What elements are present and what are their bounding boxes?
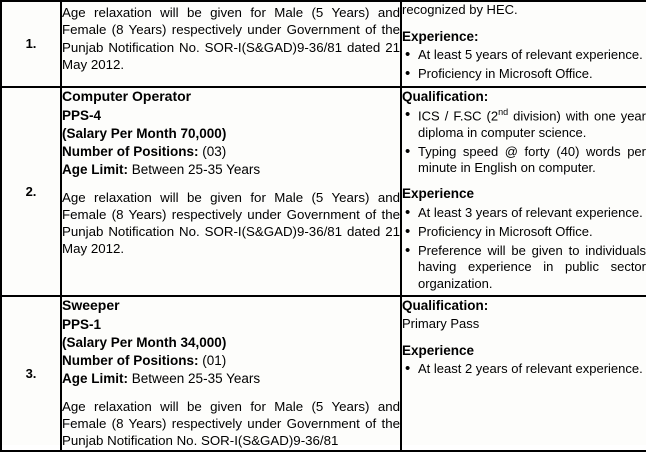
table-row xyxy=(1,296,646,451)
post-age-limit xyxy=(62,370,400,387)
row-qualification xyxy=(401,296,646,451)
positions-label: Number of Positions: xyxy=(62,144,199,160)
row-post-details xyxy=(61,87,401,296)
age-limit-value: Between 25-35 Years xyxy=(131,162,261,178)
table-row xyxy=(1,87,646,296)
row-post-details xyxy=(61,1,401,87)
age-limit-label: Age Limit: xyxy=(62,162,128,178)
post-pay-scale: PPS-4 xyxy=(62,107,102,123)
age-relaxation-text: Age relaxation will be given for Male (5 Years) and Female (8 Years) respectively under Government of the Punjab Notification No. SOR-I(S&GAD)9-36/81 dated 21 May 2012. xyxy=(62,189,400,257)
row-qualification xyxy=(401,87,646,296)
row-serial-number: 3. xyxy=(1,296,61,451)
row-serial-number: 1. xyxy=(1,1,61,87)
positions-value: (01) xyxy=(202,353,227,369)
positions-label: Number of Positions: xyxy=(62,353,199,369)
post-positions xyxy=(62,352,400,369)
list-item: • At least 2 years of relevant experience. xyxy=(418,361,646,377)
age-relaxation-text: Age relaxation will be given for Male (5 Years) and Female (8 Years) respectively under Government of the Punjab Notification No. SOR-I(S&GAD)9-36/81 xyxy=(62,398,400,449)
post-salary: (Salary Per Month 70,000) xyxy=(62,125,227,141)
experience-heading: Experience xyxy=(402,186,475,202)
experience-list xyxy=(402,47,646,83)
list-item: • Typing speed @ forty (40) words per minute in English on computer. xyxy=(418,144,646,177)
table-row xyxy=(1,1,646,87)
age-limit-label: Age Limit: xyxy=(62,371,128,387)
age-relaxation-text: Age relaxation will be given for Male (5 Years) and Female (8 Years) respectively under Government of the Punjab Notification No. SOR-I(S&GAD)9-36/81 dated 21 May 2012. xyxy=(62,5,400,72)
experience-list xyxy=(402,361,646,377)
age-limit-value: Between 25-35 Years xyxy=(131,371,261,387)
experience-heading: Experience: xyxy=(402,28,479,44)
post-positions xyxy=(62,143,400,160)
post-age-limit xyxy=(62,161,400,178)
list-item: • At least 5 years of relevant experience. xyxy=(418,47,646,63)
positions-value: (03) xyxy=(202,144,227,160)
list-item: • ICS / F.SC (2nd division) with one year diploma in computer science. xyxy=(418,107,646,141)
post-title: Sweeper xyxy=(62,296,120,313)
row-serial-number: 2. xyxy=(1,87,61,296)
qualification-list xyxy=(402,107,646,176)
row-post-details xyxy=(61,296,401,451)
row-qualification xyxy=(401,1,646,87)
list-item: • At least 3 years of relevant experience. xyxy=(418,205,646,221)
list-item: • Preference will be given to individuals having experience in public sector organization. xyxy=(418,243,646,292)
list-item: • Proficiency in Microsoft Office. xyxy=(418,66,646,82)
post-pay-scale: PPS-1 xyxy=(62,316,102,332)
qualification-heading: Qualification: xyxy=(402,88,489,104)
list-item: • Proficiency in Microsoft Office. xyxy=(418,224,646,240)
post-salary: (Salary Per Month 34,000) xyxy=(62,334,227,350)
post-title: Computer Operator xyxy=(62,87,192,104)
qualification-heading: Qualification: xyxy=(402,297,489,313)
qualification-partial-text: recognized by HEC. xyxy=(402,2,518,17)
experience-list xyxy=(402,205,646,292)
experience-heading: Experience xyxy=(402,342,475,358)
qualification-value: Primary Pass xyxy=(402,316,480,332)
